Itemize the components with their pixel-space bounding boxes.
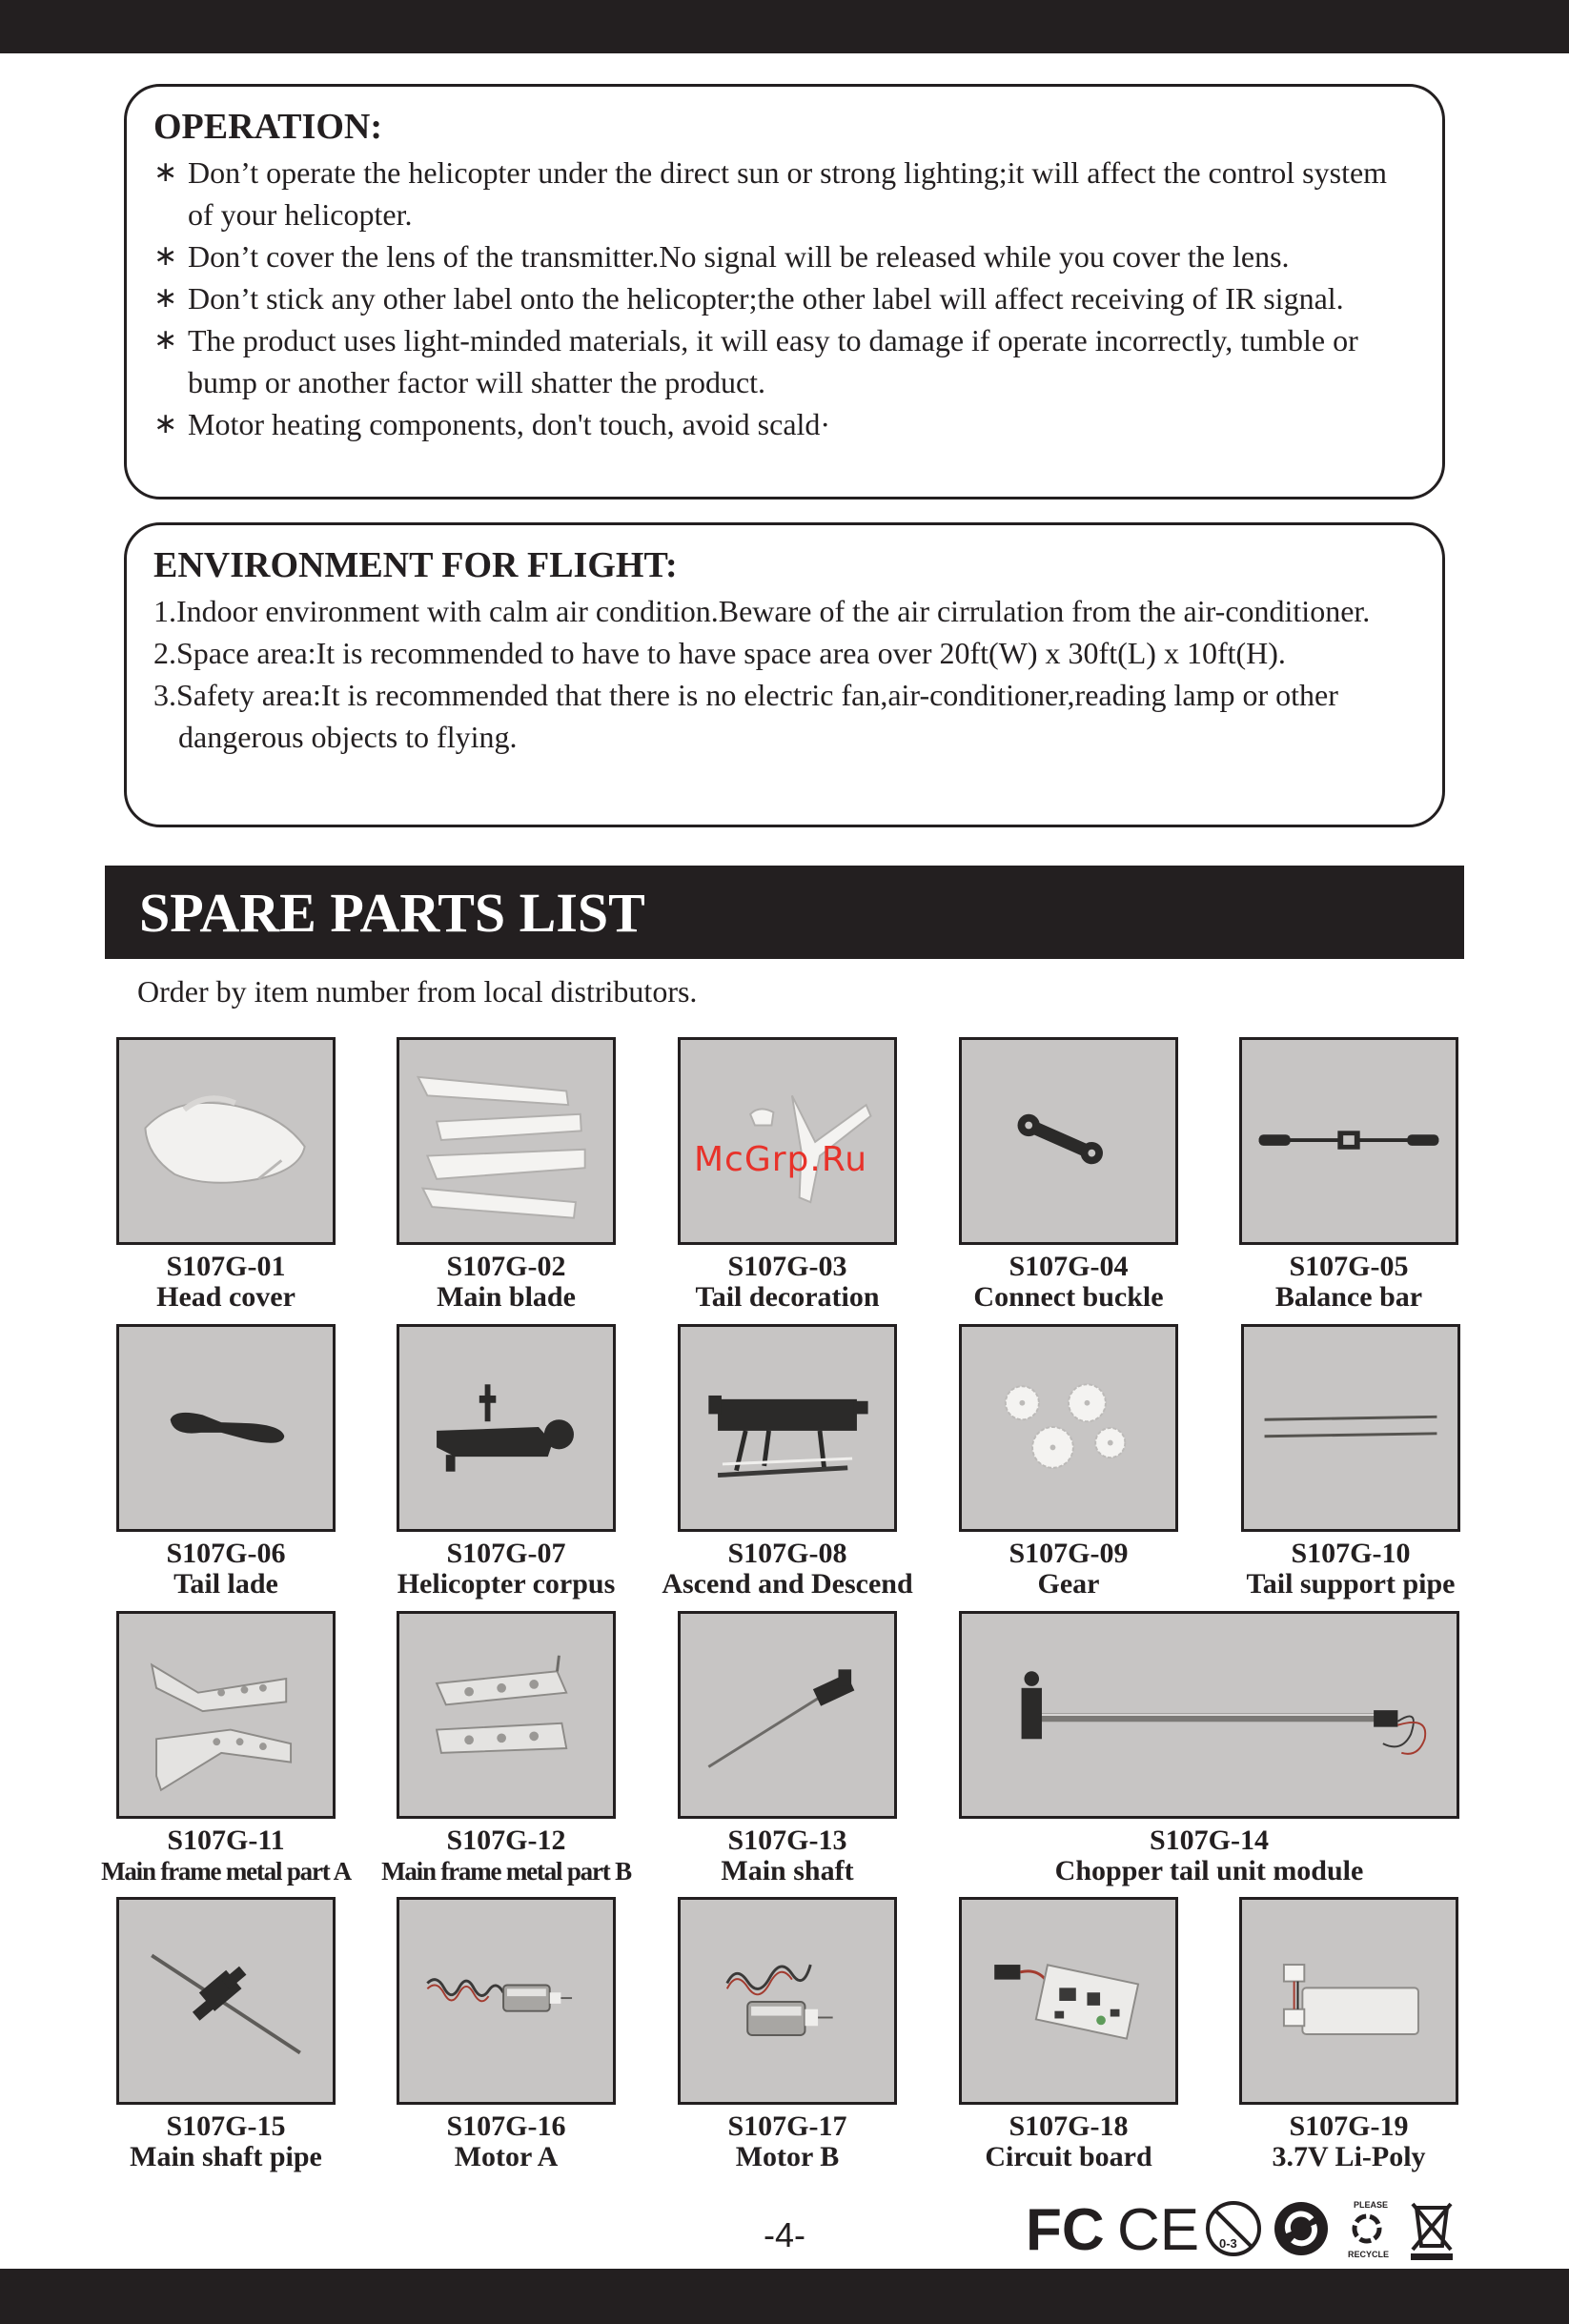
main-shaft-photo bbox=[678, 1611, 897, 1819]
tail-blade-photo bbox=[116, 1324, 336, 1532]
bullet-icon: ∗ bbox=[153, 323, 178, 357]
part-code: S107G-10 bbox=[1291, 1538, 1411, 1569]
top-bar bbox=[0, 0, 1569, 53]
age-warning-icon bbox=[1208, 2203, 1259, 2254]
part-code: S107G-04 bbox=[1009, 1251, 1129, 1282]
motor-a-photo bbox=[397, 1897, 616, 2105]
part-code: S107G-12 bbox=[446, 1825, 566, 1856]
frame-part-a-photo bbox=[116, 1611, 336, 1819]
part-name: Motor A bbox=[454, 2141, 559, 2172]
part-code: S107G-18 bbox=[1009, 2110, 1129, 2142]
svg-text:RECYCLE: RECYCLE bbox=[1348, 2250, 1390, 2259]
part-name: Head cover bbox=[156, 1281, 295, 1313]
circuit-board-photo bbox=[959, 1897, 1178, 2105]
svg-text:0-3: 0-3 bbox=[1219, 2236, 1237, 2251]
green-dot-icon bbox=[1274, 2202, 1328, 2255]
environment-item: 3.Safety area:It is recommended that there is no electric fan,air-conditioner,reading lamp or other dangerous objects to flying. bbox=[153, 678, 1338, 754]
spare-parts-title: SPARE PARTS LIST bbox=[139, 882, 645, 944]
operation-box bbox=[124, 84, 1445, 499]
main-shaft-pipe-photo bbox=[116, 1897, 336, 2105]
main-blade-photo bbox=[397, 1037, 616, 1245]
tail-support-pipe-photo bbox=[1241, 1324, 1460, 1532]
gear-photo bbox=[959, 1324, 1178, 1532]
part-code: S107G-16 bbox=[446, 2110, 566, 2142]
part-name: Balance bar bbox=[1274, 1281, 1423, 1313]
recycle-icon bbox=[1348, 2200, 1389, 2259]
part-name: Connect buckle bbox=[973, 1281, 1164, 1313]
part-code: S107G-17 bbox=[727, 2110, 847, 2142]
part-name: Main blade bbox=[437, 1281, 576, 1313]
frame-part-b-photo bbox=[397, 1611, 616, 1819]
part-name: Circuit board bbox=[985, 2141, 1152, 2172]
operation-item: ∗ Don’t cover the lens of the transmitter.No signal will be released while you cover the lens. bbox=[153, 235, 1419, 277]
motor-b-photo bbox=[678, 1897, 897, 2105]
part-name: Gear bbox=[1037, 1568, 1100, 1600]
environment-item: 1.Indoor environment with calm air condition.Beware of the air cirrulation from the air-conditioner. bbox=[153, 594, 1371, 628]
part-name: Helicopter corpus bbox=[397, 1568, 616, 1600]
balance-bar-photo bbox=[1239, 1037, 1458, 1245]
part-code: S107G-09 bbox=[1009, 1538, 1129, 1569]
helicopter-corpus-photo bbox=[397, 1324, 616, 1532]
part-code: S107G-06 bbox=[166, 1538, 286, 1569]
operation-title: OPERATION: bbox=[153, 107, 382, 147]
part-code: S107G-14 bbox=[1149, 1825, 1269, 1856]
watermark: McGrp.Ru bbox=[694, 1140, 868, 1179]
part-name: Main frame metal part A bbox=[101, 1857, 351, 1886]
part-code: S107G-13 bbox=[727, 1825, 847, 1856]
operation-item: ∗ The product uses light-minded materials, it will easy to damage if operate incorrectly, tumble or bump or another factor will shatter the product. bbox=[153, 319, 1419, 403]
fcc-logo: FC bbox=[1026, 2197, 1105, 2261]
environment-title: ENVIRONMENT FOR FLIGHT: bbox=[153, 545, 678, 585]
bullet-icon: ∗ bbox=[153, 407, 178, 440]
operation-item: ∗ Don’t stick any other label onto the helicopter;the other label will affect receiving of IR signal. bbox=[153, 277, 1419, 319]
part-code: S107G-03 bbox=[727, 1251, 847, 1282]
page-number: -4- bbox=[764, 2215, 805, 2254]
part-name: Motor B bbox=[735, 2141, 840, 2172]
part-code: S107G-02 bbox=[446, 1251, 566, 1282]
svg-text:PLEASE: PLEASE bbox=[1354, 2200, 1389, 2210]
part-name: Chopper tail unit module bbox=[1054, 1855, 1364, 1886]
part-name: 3.7V Li-Poly bbox=[1272, 2141, 1426, 2172]
head-cover-photo bbox=[116, 1037, 336, 1245]
part-name: Tail decoration bbox=[695, 1281, 880, 1313]
part-code: S107G-08 bbox=[727, 1538, 847, 1569]
part-code: S107G-07 bbox=[446, 1538, 566, 1569]
spare-parts-banner bbox=[105, 866, 1464, 959]
spare-parts-subtitle: Order by item number from local distributors. bbox=[137, 974, 698, 1009]
operation-item: ∗ Motor heating components, don't touch, avoid scald· bbox=[153, 403, 1419, 445]
part-name: Tail support pipe bbox=[1246, 1568, 1456, 1600]
certification-logos bbox=[1026, 2194, 1464, 2261]
bullet-icon: ∗ bbox=[153, 281, 178, 315]
environment-box bbox=[124, 522, 1445, 827]
bullet-icon: ∗ bbox=[153, 155, 178, 189]
part-code: S107G-11 bbox=[167, 1825, 285, 1856]
part-name: Main frame metal part B bbox=[381, 1857, 631, 1886]
part-name: Main shaft pipe bbox=[130, 2141, 322, 2172]
battery-photo bbox=[1239, 1897, 1458, 2105]
weee-bin-icon bbox=[1411, 2204, 1453, 2260]
part-code: S107G-05 bbox=[1289, 1251, 1409, 1282]
landing-gear-photo bbox=[678, 1324, 897, 1532]
bottom-bar bbox=[0, 2269, 1569, 2324]
part-name: Main shaft bbox=[721, 1855, 854, 1886]
part-name: Ascend and Descend bbox=[662, 1568, 913, 1600]
tail-unit-module-photo bbox=[959, 1611, 1459, 1819]
environment-item: 2.Space area:It is recommended to have to have space area over 20ft(W) x 30ft(L) x 10ft(H). bbox=[153, 636, 1286, 670]
bullet-icon: ∗ bbox=[153, 239, 178, 273]
part-code: S107G-01 bbox=[166, 1251, 286, 1282]
part-code: S107G-19 bbox=[1289, 2110, 1409, 2142]
part-name: Tail lade bbox=[173, 1568, 278, 1600]
ce-logo: CE bbox=[1117, 2197, 1200, 2261]
part-code: S107G-15 bbox=[166, 2110, 286, 2142]
operation-item: ∗ Don’t operate the helicopter under the direct sun or strong lighting;it will affect the control system of your helicopter. bbox=[153, 152, 1419, 235]
connect-buckle-photo bbox=[959, 1037, 1178, 1245]
